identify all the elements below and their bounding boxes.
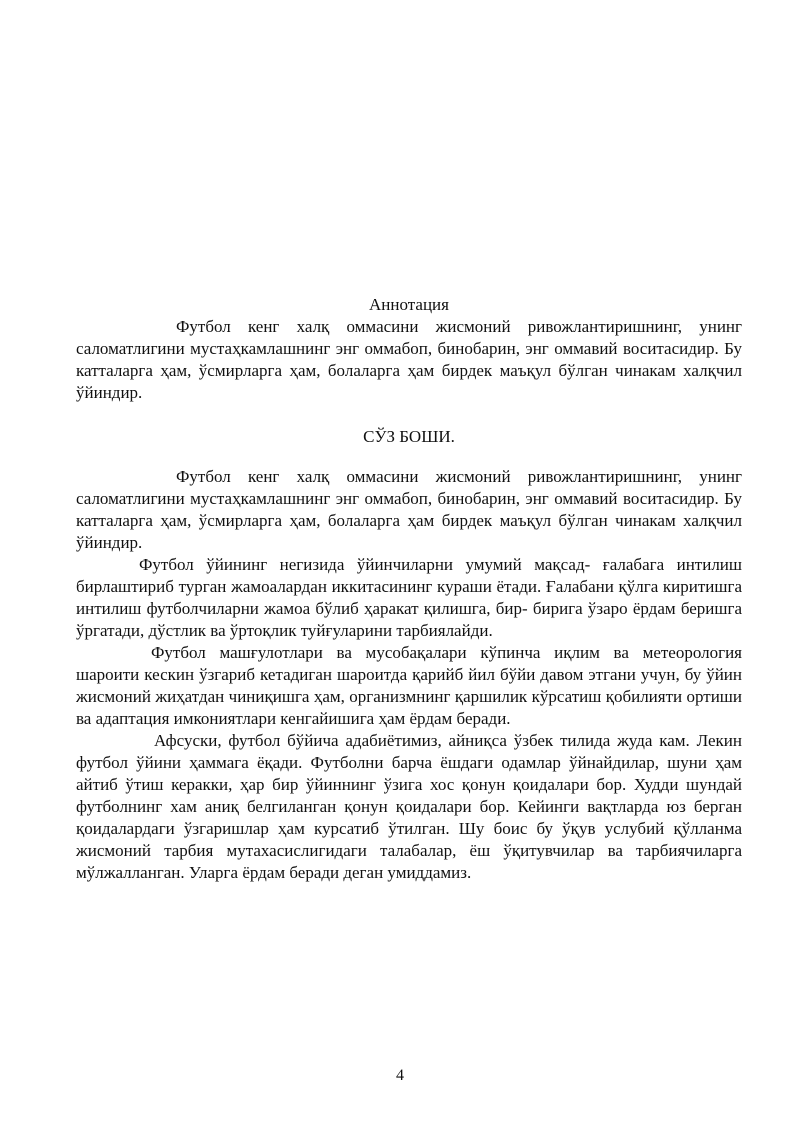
preface-paragraph: Футбол машғулотлари ва мусобақалари кўпинча иқлим ва метеорология шароити кескин ўзгариб кетадиган шароитда қарийб йил бўйи давом этгани учун, бу ўйин жисмоний жиҳатдан чиниқишга ҳам, организмнинг қаршилик кўрсатиш қобилияти ортиши ва адаптация имкониятлари кенгайишига ҳам ёрдам беради. [76,643,742,728]
preface-paragraph: Футбол кенг халқ оммасини жисмоний ривожлантиришнинг, унинг саломатлигини мустаҳкамлашнинг энг оммабоп, бинобарин, энг оммавий воситасидир. Бу катталарга ҳам, ўсмирларга ҳам, болаларга ҳам бирдек маъқул бўлган чинакам халқчил ўйиндир. [76,467,742,552]
preface-paragraph: Футбол ўйининг негизида ўйинчиларни умумий мақсад- ғалабага интилиш бирлаштириб турган жамоалардан иккитасининг кураши ётади. Ғалабани қўлга киритишга интилиш футболчиларни жамоа бўлиб ҳаракат қилишга, бир- бирига ўзаро ёрдам беришга ўргатади, дўстлик ва ўртоқлик туйғуларини тарбиялайди. [76,555,742,640]
preface-paragraph: Афсуски, футбол бўйича адабиётимиз, айниқса ўзбек тилида жуда кам. Лекин футбол ўйини ҳаммага ёқади. Футболни барча ёшдаги одамлар ўйнайдилар, шуни ҳам айтиб ўтиш керакки, ҳар бир ўйиннинг ўзига хос қонун қоидалари бор. Худди шундай футболнинг хам аниқ белгиланган қонун қоидалари бор. Кейинги вақтларда юз берган қоидалардаги ўзгаришлар ҳам курсатиб ўтилган. Шу боис бу ўқув услубий қўлланма жисмоний тарбия мутахасислигидаги талабалар, ёш ўқитувчилар ва тарбиячиларга мўлжалланган. Уларга ёрдам беради деган умиддамиз. [76,731,742,882]
annotation-title: Аннотация [369,295,449,314]
preface-heading-container [76,426,742,448]
page-number: 4 [396,1067,404,1084]
preface-section [76,466,742,884]
annotation-paragraph: Футбол кенг халқ оммасини жисмоний ривожлантиришнинг, унинг саломатлигини мустаҳкамлашнинг энг оммабоп, бинобарин, энг оммавий воситасидир. Бу катталарга ҳам, ўсмирларга ҳам, болаларга ҳам бирдек маъқул бўлган чинакам халқчил ўйиндир. [76,317,742,402]
preface-title: СЎЗ БОШИ. [363,427,455,446]
annotation-section [76,294,742,404]
